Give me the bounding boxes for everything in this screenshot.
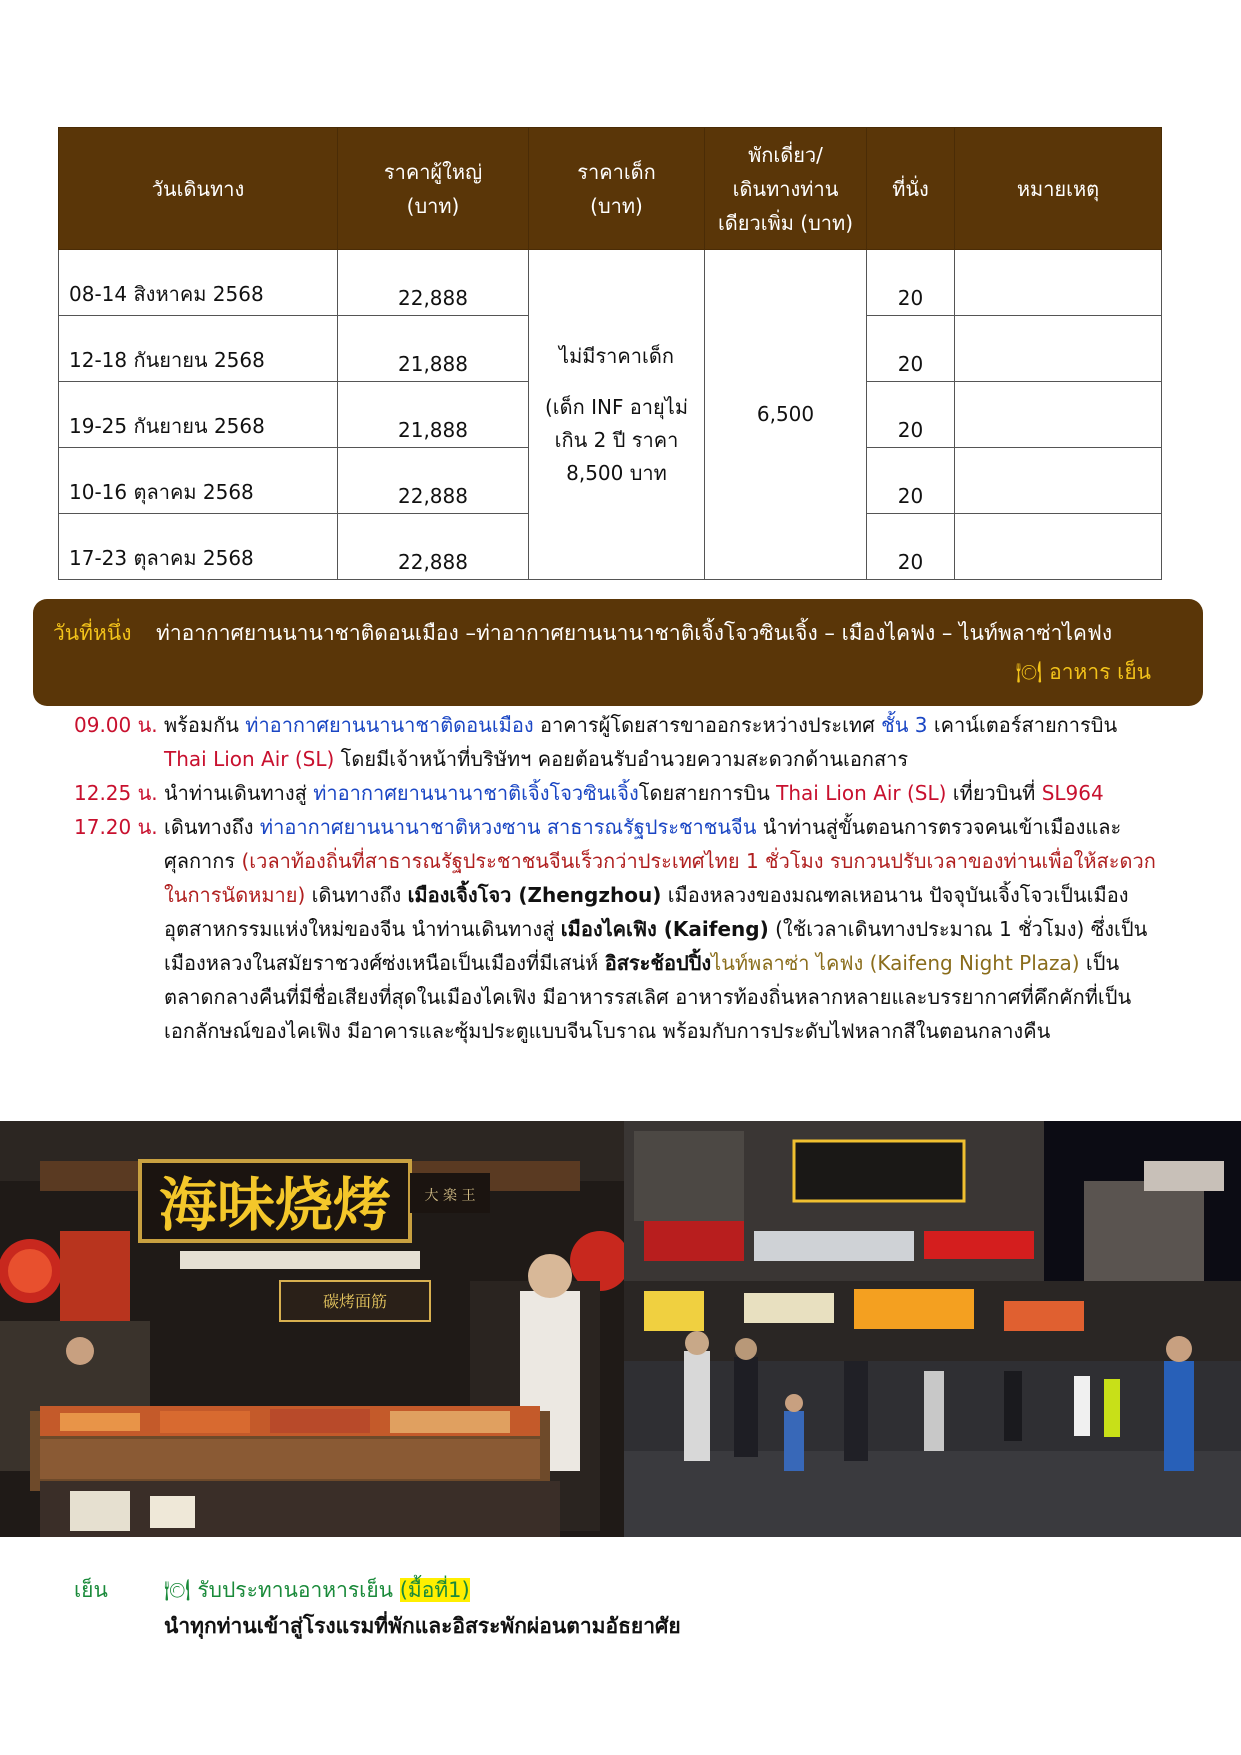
photo-strip [0,1121,1241,1537]
cell-note [955,448,1162,514]
cell-child-price [529,250,705,580]
cell-note [955,316,1162,382]
airline-name: Thai Lion Air (SL) [776,781,947,805]
cell-seats: 20 [867,250,955,316]
cell-date: 08-14 สิงหาคม 2568 [59,250,338,316]
stall-sub-sign: 大 楽 王 [424,1188,476,1204]
photo-food-stall [0,1121,624,1537]
itinerary-text: นำท่านเดินทางสู่ ท่าอากาศยานนานาชาติเจิ้งโจวซินเจิ้งโดยสายการบิน Thai Lion Air (SL) เที่ยวบินที่ SL964 [164,781,1104,805]
child-price-line: 8,500 บาท [566,460,667,485]
table-header-row [59,128,1162,250]
header-date: วันเดินทาง [59,128,338,250]
meal-summary [1016,656,1151,689]
dinner-text: รับประทานอาหารเย็น [197,1578,400,1602]
table-row [59,250,1162,316]
airport-name: ท่าอากาศยานนานาชาติเจิ้งโจวซินเจิ้ง [313,781,639,805]
itinerary-time: 12.25 น. [74,781,158,805]
floor-info: ชั้น 3 [881,713,928,737]
photo-night-street [624,1121,1241,1537]
cell-date: 17-23 ตุลาคม 2568 [59,514,338,580]
header-single-supplement [705,128,867,250]
itinerary [74,708,1164,1048]
airport-name: ท่าอากาศยานนานาชาติดอนเมือง [245,713,534,737]
cell-date: 12-18 กันยายน 2568 [59,316,338,382]
airport-name: ท่าอากาศยานนานาชาติหวงซาน สาธารณรัฐประชาชนจีน [259,815,757,839]
cell-adult-price: 21,888 [338,316,529,382]
day-label: วันที่หนึ่ง [53,621,132,645]
cell-note [955,250,1162,316]
header-child-price-text: ราคาเด็ก (บาท) [577,159,656,218]
airline-name: Thai Lion Air (SL) [164,747,335,771]
header-note: หมายเหตุ [955,128,1162,250]
cell-adult-price: 22,888 [338,250,529,316]
hotel-note: นำทุกท่านเข้าสู่โรงแรมที่พักและอิสระพักผ่อนตามอัธยาศัย [164,1614,681,1638]
cell-seats: 20 [867,316,955,382]
meal-text: อาหาร เย็น [1049,660,1151,684]
child-price-line: ไม่มีราคาเด็ก [559,343,674,368]
itinerary-text: เดินทางถึง ท่าอากาศยานนานาชาติหวงซาน สาธารณรัฐประชาชนจีน นำท่านสู่ขั้นตอนการตรวจคนเข้าเมืองและศุลกากร (เวลาท้องถิ่นที่สาธารณรัฐประชาชนจีนเร็วกว่าประเทศไทย 1 ชั่วโมง รบกวนปรับเวลาของท่านเพื่อให้สะดวกในการนัดหมาย) เดินทางถึง เมืองเจิ้งโจว (Zhengzhou) เมืองหลวงของมณฑลเหอนาน ปัจจุบันเจิ้งโจวเป็นเมืองอุตสาหกรรมแห่งใหม่ของจีน นำท่านเดินทางสู่ เมืองไคเฟิง (Kaifeng) (ใช้เวลาเดินทางประมาณ 1 ชั่วโมง) ซึ่งเป็นเมืองหลวงในสมัยราชวงศ์ซ่งเหนือเป็นเมืองที่มีเสน่ห์ อิสระช้อปปิ้งไนท์พลาซ่า ไคฟง (Kaifeng Night Plaza) เป็นตลาดกลางคืนที่มีชื่อเสียงที่สุดในเมืองไคเฟิง มีอาหารรสเลิศ อาหารท้องถิ่นหลากหลายและบรรยากาศที่คึกคักที่เป็นเอกลักษณ์ของไคเฟิง มีอาคารและซุ้มประตูแบบจีนโบราณ พร้อมกับการประดับไฟหลากสีในตอนกลางคืน [164,815,1156,1043]
night-plaza-name: ไนท์พลาซ่า ไคฟง (Kaifeng Night Plaza) [711,951,1080,975]
cell-adult-price: 22,888 [338,448,529,514]
cell-seats: 20 [867,514,955,580]
cell-seats: 20 [867,448,955,514]
day-route: ท่าอากาศยานนานาชาติดอนเมือง –ท่าอากาศยานนานาชาติเจิ้งโจวซินเจิ้ง – เมืองไคฟง – ไนท์พลาซ่าไคฟง [156,621,1113,645]
header-single-supplement-text: พักเดี่ยว/ เดินทางท่าน เดียวเพิ่ม (บาท) [717,142,854,235]
child-price-line: เกิน 2 ปี ราคา [554,427,679,452]
city-name: เมืองไคเฟิง (Kaifeng) [560,917,769,941]
itinerary-item [74,776,1164,810]
itinerary-item [74,810,1164,1048]
itinerary-text: พร้อมกัน ท่าอากาศยานนานาชาติดอนเมือง อาคารผู้โดยสารขาออกระหว่างประเทศ ชั้น 3 เคาน์เตอร์สายการบิน Thai Lion Air (SL) โดยมีเจ้าหน้าที่บริษัทฯ คอยต้อนรับอำนวยความสะดวกด้านเอกสาร [164,713,1118,771]
cell-note [955,514,1162,580]
dinner-label: เย็น [74,1578,108,1602]
shopping-label: อิสระช้อปปิ้ง [604,951,712,975]
dinner-icon: 🍽 [164,1578,191,1602]
cell-single-supplement: 6,500 [705,250,867,580]
day-banner [33,599,1203,706]
city-name: เมืองเจิ้งโจว (Zhengzhou) [407,883,662,907]
cell-adult-price: 21,888 [338,382,529,448]
cell-adult-price: 22,888 [338,514,529,580]
itinerary-time: 17.20 น. [74,815,158,839]
header-child-price [529,128,705,250]
stall-sign-text: 海味烧烤 [158,1171,392,1239]
header-adult-price [338,128,529,250]
night-street-image [624,1121,1241,1537]
cell-seats: 20 [867,382,955,448]
child-price-line: (เด็ก INF อายุไม่ [544,394,689,419]
header-seats: ที่นั่ง [867,128,955,250]
itinerary-time: 09.00 น. [74,713,158,737]
meal-icon: 🍽 [1015,660,1043,684]
header-adult-price-text: ราคาผู้ใหญ่ (บาท) [383,159,483,218]
price-table [58,127,1162,580]
cell-note [955,382,1162,448]
stall-small-sign: 碳烤面筋 [322,1292,388,1311]
flight-number: SL964 [1041,781,1104,805]
itinerary-item [74,708,1164,776]
cell-date: 10-16 ตุลาคม 2568 [59,448,338,514]
time-zone-note: (เวลาท้องถิ่นที่สาธารณรัฐประชาชนจีนเร็วกว่าประเทศไทย 1 ชั่วโมง รบกวนปรับเวลาของท่านเพื่อให้สะดวกในการนัดหมาย) [164,849,1156,907]
food-stall-image [0,1121,624,1537]
dinner-item [164,1574,470,1607]
meal-number-badge: (มื้อที่1) [399,1578,470,1602]
cell-date: 19-25 กันยายน 2568 [59,382,338,448]
